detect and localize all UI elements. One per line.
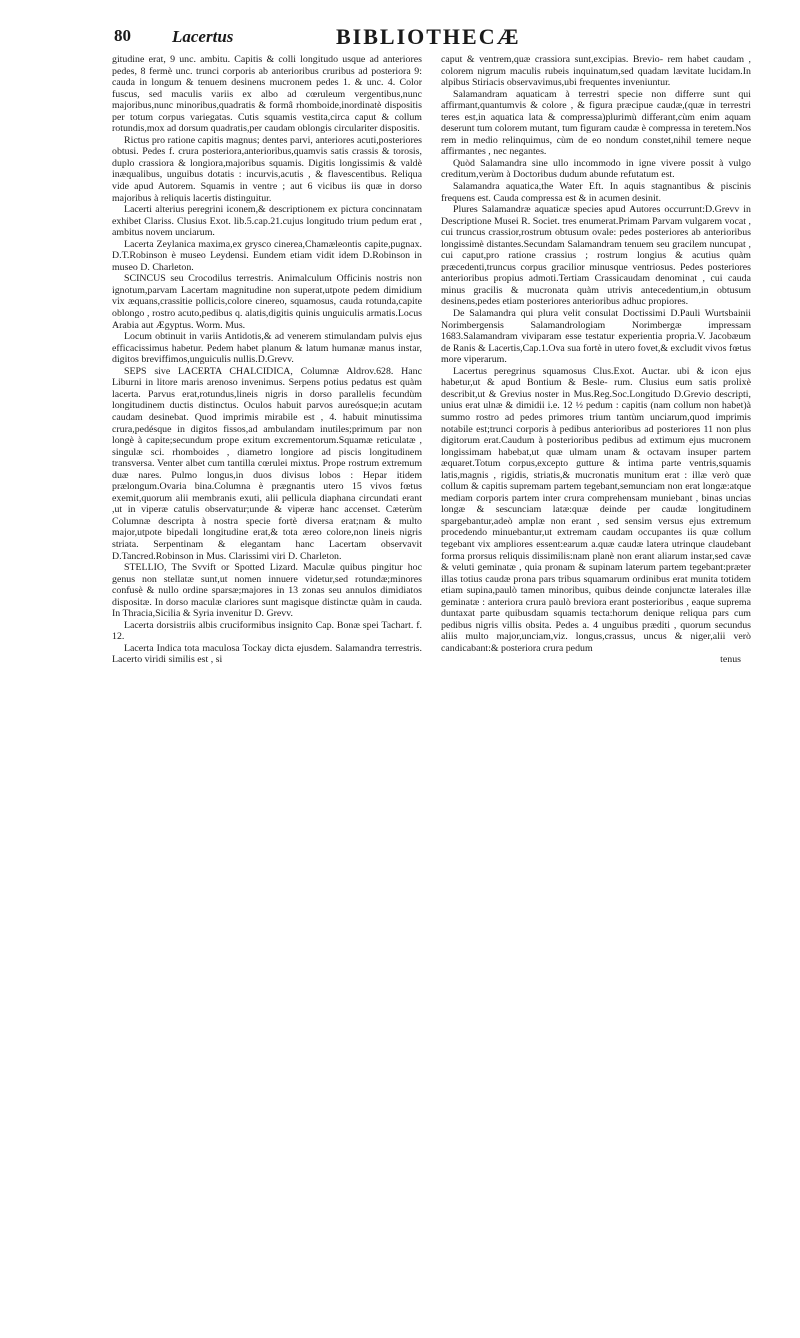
page-number: 80 — [114, 26, 131, 45]
paragraph: De Salamandra qui plura velit consulat Doctissimi D.Pauli Wurtsbainii Norimbergensis Salamandrologiam Norimbergæ impressam 1683.Salamandram viviparam esse testatur experientia propria.V. Jacobæum de Ranis & Lacertis,Cap.1.Ova sua fortè in utero fovet,& excludit vivos fœtus more viperarum. — [441, 308, 751, 366]
right-column — [441, 54, 751, 666]
paragraph: Locum obtinuit in variis Antidotis,& ad venerem stimulandam pulvis ejus efficacissimus habetur. Pedem habet planum & latum humanæ manus instar, digitos breviffimos,unguiculis nullis.D.Grevv. — [112, 331, 422, 366]
paragraph: Salamandra aquatica,the Water Eft. In aquis stagnantibus & piscinis frequens est. Cauda compressa est & in acumen desinit. — [441, 181, 751, 204]
page-title: BIBLIOTHECÆ — [336, 24, 521, 49]
paragraph: Salamandram aquaticam à terrestri specie non differre sunt qui affirmant,quantumvis & colore , & figura præcipue caudæ,(quæ in terrestri teres est,in aquatica lata & compressa)plurimù differant,cùm enim aquam deserunt tum colorem mutant, tum figuram caudæ è compressa in teretem.Nos rem in medio relinquimus, cùm de eo nondum constet,nihil temere neque affirmantes , nec negantes. — [441, 88, 751, 158]
paragraph: SEPS sive LACERTA CHALCIDICA, Columnæ Aldrov.628. Hanc Liburni in litore maris arenoso invenimus. Serpens potius pedatus est quàm lacerta. Parvus erat,rotundus,lineis nigris in dorso parallelis fecundùm longitudinem ductis distinctus. Oculos habuit parvos aureósque;in acutam caudam desinebat. Quod imprimis mirabile est , 4. habuit minutissima crura,pedésque in digitos fissos,ad ambulandam inutiles;primum par non longè à capite;secundum prope exitum excrementorum.Squamæ reticulatæ , singulæ sci. rhomboides , diametro longiore ad piscis longitudinem transversa. Venter albet cum tantilla cœrulei mixtus. Prope rostrum extremum duæ nares. Pulmo longus,in duos divisus lobos : Hepar itidem prælongum.Ovaria bina.Columna è prægnantis utero 15 vivos fœtus exemit,quorum alii membranis exuti, alii pellicula diaphana circundati erant ,ut in viperæ catulis observatur;unde & viperæ hanc accenset. Cæterùm Columnæ descripta à nostra specie fortè diversa erat;nam & multo major,utpote bipedali longitudine erat,& tota æreo colore,non lineis nigris striata. Serpentinam & elegantam hanc Lacertam observavit D.Tancred.Robinson in Mus. Clarissimi viri D. Charleton. — [112, 365, 422, 562]
paragraph: caput & ventrem,quæ crassiora sunt,excipias. Brevio- rem habet caudam , colorem nigrum maculis rubeis inquinatum,sed quadam lævitate lucidam.In alpibus Stiriacis observavimus,ubi frequentes inveniuntur. — [441, 54, 751, 89]
paragraph: Lacerta Zeylanica maxima,ex grysco cinerea,Chamæleontis capite,pugnax. D.T.Robinson è museo Leydensi. Eundem etiam vidit idem D.Robinson in museo D. Charleton. — [112, 238, 422, 273]
paragraph: Lacerti alterius peregrini iconem,& descriptionem ex pictura concinnatam exhibet Clariss. Clusius Exot. lib.5.cap.21.cujus longitudo trium pedum erat , ambitus novem unciarum. — [112, 204, 422, 239]
book-page — [86, 26, 776, 1230]
paragraph: gitudine erat, 9 unc. ambitu. Capitis & colli longitudo usque ad anteriores pedes, 8 fermè unc. trunci corporis ab anterioribus cruribus ad posteriora 9: cauda in longum & tenuem desinens mucronem pedes 1. & unc. 4. Color fuscus, sed maculis variis ex albo ad cœruleum vergentibus,nunc majoribus,nunc minoribus,quadratis & formâ rhomboide,inordinatè dispositis per totum corpus variegatas. Cutis squamis vestita,circa caput & collum rotundis,mox ad dorsum quadratis,per caudam oblongis circulariter dispositis. — [112, 54, 422, 135]
paragraph: Lacertus peregrinus squamosus Clus.Exot. Auctar. ubi & icon ejus habetur,ut & apud Bontium & Besle- rum. Clusius eum satis prolixè describit,ut & Grevius noster in Mus.Reg.Soc.Longitudo D.Grevio descripti, unius erat ulnæ & dimidii i.e. 12 ½ pedum : capitis (nam collum non habet)à summo rostro ad pedes primores trium tantùm unciarum,quod imprimis notabile est;trunci corporis à pedibus anterioribus ad posteriores 11 non plus digitorum erat.Caudum à posterioribus pedibus ad extimum ejus mucronem longissimam habebat,ut quæ ulmam unam & octavam insuper partem æquaret.Totum corpus,excepto gutture & intima parte ventris,squamis latis,magnis , rigidis, striatis,& mucronatis munitum erat : illæ verò quæ collum & capitis supremam partem tegebant,semunciam non erat longæ:atque mediam corporis partem inter crura comprehensam muniebant , binas uncias longæ & sescunciam latæ:quæ deinde per caudæ longitudinem spargebantur,adeò amplæ non erant , sed sensim versus ejus extremum procedendo minuebantur,ut extremam caudam occupantes iis quæ collum tegebant vix ampliores essent:earum a.quæ caudæ latera utrinque claudebant forma prorsus reliquis dissimilis:nam planè non erant aliarum instar,sed cavæ & veluti geminatæ , quia pronam & supinam laterum partem tegebant:præter illas totius caudæ prona pars tribus squamarum ordinibus erat munita totidem etiam supina,paulò tamen minoribus, quibus deinde conjunctæ laterales illæ geminatæ : anteriora crura paulò breviora erant posterioribus , eaque suprema duntaxat parte quibusdam squamis tecta:horum denique reliqua pars cum pedibus nigris villis obsita. Pedes a. 4 unguibus præditi , quorum secundus aliis multo major,unciam,viz. longus,crassus, uncus & niger,alii verò candicabant:& posteriora crura pedum — [441, 365, 751, 654]
running-head: Lacertus — [172, 27, 234, 46]
paragraph: STELLIO, The Svvift or Spotted Lizard. Maculæ quibus pingitur hoc genus non stellatæ sunt,ut nomen innuere videtur,sed rotundæ;minores confusè & nullo ordine sparsæ;majores in 13 zonas seu annulos dimidiatos dispositæ. In dorso maculæ clariores sunt magisque distinctæ quàm in cauda. In Thracia,Sicilia & Syria invenitur D. Grevv. — [112, 562, 422, 620]
paragraph: Lacerta dorsistriis albis cruciformibus insignito Cap. Bonæ spei Tachart. f. 12. — [112, 619, 422, 643]
paragraph: Lacerta Indica tota maculosa Tockay dicta ejusdem. Salamandra terrestris. Lacerto viridi similis est , si — [112, 642, 422, 666]
left-column — [112, 54, 422, 666]
paragraph: SCINCUS seu Crocodilus terrestris. Animalculum Officinis nostris non ignotum,parvam Lacertam magnitudine non superat,utpote pedem dimidium vix æquans,crassitie pollicis,colore cinereo, squamosus, cauda rotunda,capite oblongo , rostro acuto,pedibus q. alatis,digitis quinis unguiculis armatis.Locus Arabia aut Ægyptus. Worm. Mus. — [112, 273, 422, 331]
paragraph: Quòd Salamandra sine ullo incommodo in igne vivere possit à vulgo creditum,verùm à Doctoribus dudum abunde refutatum est. — [441, 157, 751, 181]
page-header — [114, 26, 774, 54]
paragraph: Rictus pro ratione capitis magnus; dentes parvi, anteriores acuti,posteriores obtusi. Pedes f. crura posteriora,anterioribus,quamvis satis crassis & torosis, duplo crassiora & longiora,majoribus squamis. Digitis longissimis & valdè inæqualibus, unguibus dotatis : incurvis,acutis , & flavescentibus. Reliqua vide apud Autorem. Squamis in ventre ; aut 6 vicibus iis quæ in dorso majoribus à reliquis lacertis distinguitur. — [112, 134, 422, 204]
catchword: tenus — [720, 654, 741, 666]
paragraph: Plures Salamandræ aquaticæ species apud Autores occurrunt:D.Grevv in Descriptione Musei R. Societ. tres enumerat.Primam Parvam vulgarem vocat , cui truncus crassior,rostrum obtusum ovale: pedes posteriores ab anterioribus longissimè distantes.Secundam Salamandram tenuem seu gracilem nuncupat , cui caput,pro ratione crassius ; rostrum longius & acutius quàm præcedenti,truncus corpus gracilior minusque ventriosus. Pedes posteriores anterioribus propius admoti.Tertiam Crassicaudam denominat , cui cauda minus gracilis & mucronata quàm utrivis antecedentium,in obtusum desinens,pedes etiam posteriores anterioribus adhuc propiores. — [441, 204, 751, 308]
